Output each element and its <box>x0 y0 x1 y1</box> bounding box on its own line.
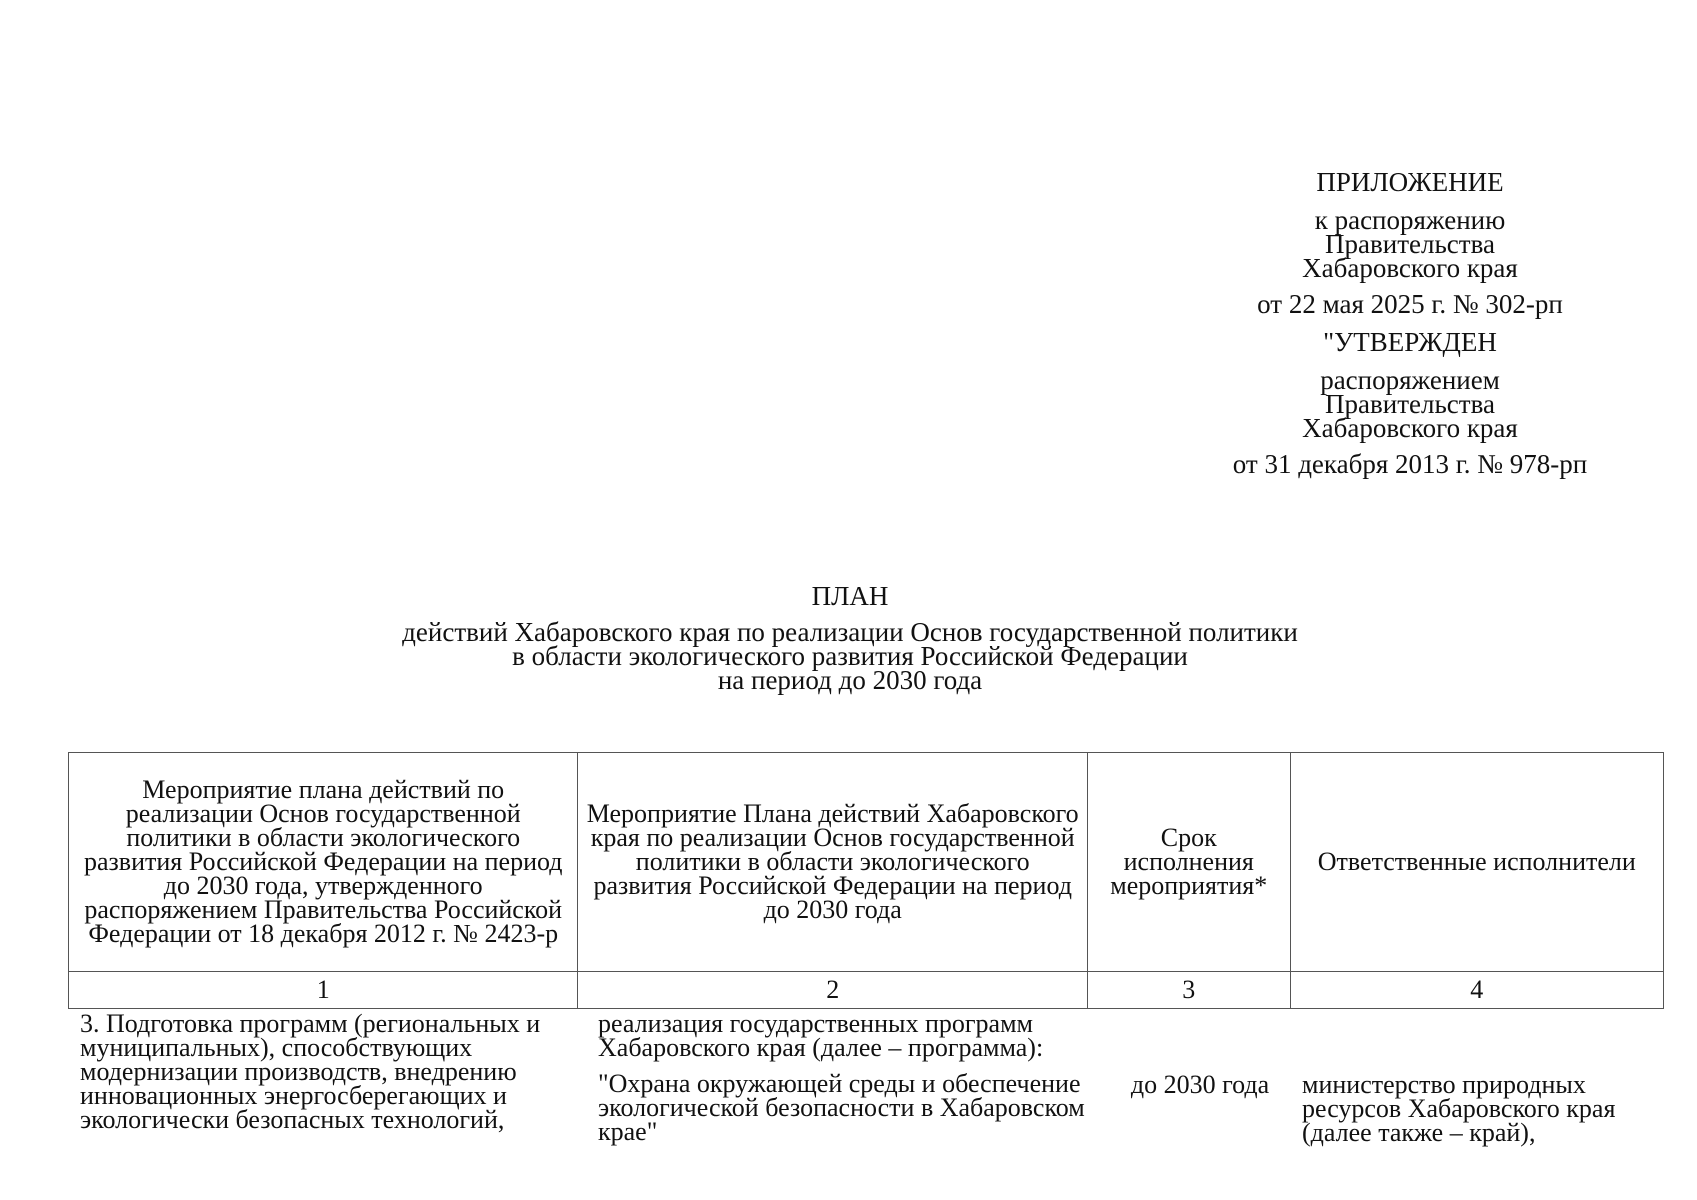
header-cell: Ответственные исполнители <box>1290 753 1663 972</box>
row-deadline: до 2030 года <box>1130 1070 1270 1099</box>
approved-line: распоряжением <box>1320 365 1500 395</box>
column-number-row <box>69 972 1664 1009</box>
approved-date: от 31 декабря 2013 г. № 978-рп <box>1232 449 1588 479</box>
row-responsible: министерство природных ресурсов Хабаровского края (далее также – край), <box>1302 1070 1616 1147</box>
row-program-cell <box>598 1009 1098 1146</box>
column-number: 4 <box>1290 972 1663 1009</box>
column-number: 2 <box>578 972 1087 1009</box>
row-measure-text: 3. Подготовка программ (региональных и муниципальных), способствующих модернизации производств, внедрению инновационных энергосберегающих и экологически безопасных технологий, <box>80 1009 541 1134</box>
row-program-intro: реализация государственных программ Хабаровского края (далее – программа): <box>598 1009 1044 1062</box>
plan-subtitle-line: действий Хабаровского края по реализации Основ государственной политики <box>402 617 1298 647</box>
table-header-row <box>69 753 1664 972</box>
plan-heading <box>300 581 1400 695</box>
appendix-block <box>1190 167 1630 490</box>
plan-table <box>68 752 1664 1009</box>
appendix-line: Правительства <box>1325 229 1495 259</box>
header-cell: Мероприятие Плана действий Хабаровского края по реализации Основ государственной политики в области экологического развития Российской Федерации на период до 2030 года <box>578 753 1087 972</box>
plan-title: ПЛАН <box>811 581 889 611</box>
header-cell: Срок исполнения мероприятия* <box>1087 753 1290 972</box>
approved-line: Правительства <box>1325 389 1495 419</box>
row-program-name: "Охрана окружающей среды и обеспечение экологической безопасности в Хабаровском крае" <box>598 1069 1085 1146</box>
header-cell: Мероприятие плана действий по реализации Основ государственной политики в области экологического развития Российской Федерации на период до 2030 года, утвержденного распоряжением Правительства Российской Федерации от 18 декабря 2012 г. № 2423-р <box>69 753 578 972</box>
approved-title: "УТВЕРЖДЕН <box>1323 327 1497 357</box>
appendix-date: от 22 мая 2025 г. № 302-рп <box>1257 289 1563 319</box>
plan-subtitle-line: на период до 2030 года <box>717 665 983 695</box>
column-number: 3 <box>1087 972 1290 1009</box>
appendix-line: Хабаровского края <box>1302 253 1518 283</box>
appendix-title: ПРИЛОЖЕНИЕ <box>1316 167 1504 197</box>
column-number: 1 <box>69 972 578 1009</box>
approved-line: Хабаровского края <box>1302 413 1518 443</box>
plan-subtitle-line: в области экологического развития Российской Федерации <box>512 641 1188 671</box>
appendix-line: к распоряжению <box>1314 205 1506 235</box>
